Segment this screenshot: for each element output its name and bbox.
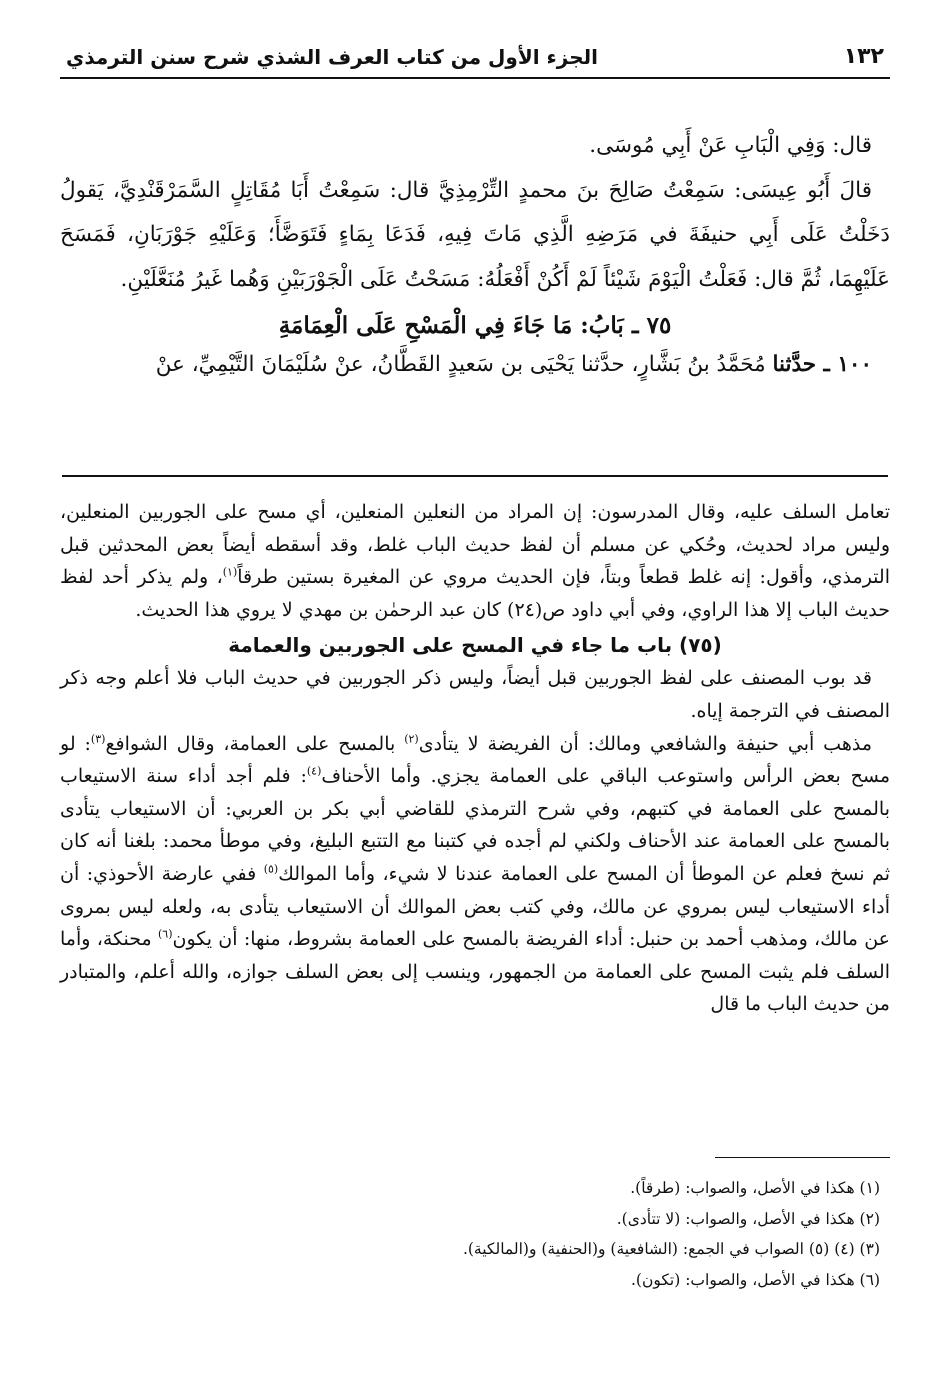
- p3-e: ففي عارضة الأحوذي: أن أداء الاستيعاب ليس بمروي عن مالك، وفي كتب بعض الموالك أن الاستيعاب يتأدى به، ولعله ليس بمروى عن مالك، ومذهب أحمد بن حنبل: أداء الفريضة بالمسح على العمامة بشروط، منها: أن يكون: [60, 862, 890, 951]
- footnote-rule: [715, 1157, 890, 1158]
- hadith-text: مُحَمَّدُ بنُ بَشَّارٍ، حدَّثنا يَحْيَى بن سَعيدٍ القَطَّانُ، عنْ سُلَيْمَانَ التَّيْمِيِّ، عنْ: [155, 352, 773, 377]
- commentary-bab-title: (٧٥) باب ما جاء في المسح على الجوربين والعمامة: [228, 633, 722, 658]
- running-header: [60, 44, 890, 79]
- para1-end: ، ولم يذكر أحد لفظ حديث الباب إلا هذا الراوي، وفي أبي داود ص(٢٤) كان عبد الرحمٰن بن مهدي لا يروي هذا الحديث.: [60, 566, 890, 621]
- hadith-number: ١٠٠ ـ حدَّثنا: [772, 352, 872, 377]
- commentary-section: [60, 496, 890, 1021]
- footnote-1: (١) هكذا في الأصل، والصواب: (طرقاً).: [630, 1179, 880, 1197]
- footnote-ref-3: (٣): [90, 732, 106, 746]
- p3-a: مذهب أبي حنيفة والشافعي ومالك: أن الفريضة لا يتأدى: [418, 732, 873, 755]
- footnote-3: (٣) (٤) (٥) الصواب في الجمع: (الشافعية) و(الحنفية) و(المالكية).: [462, 1240, 880, 1258]
- p3-d: : فلم أجد أداء سنة الاستيعاب بالمسح على العمامة في كتبهم، وفي شرح الترمذي للقاضي أبي بكر بن العربي: أن الاستيعاب يتأدى بالمسح على العمامة عند الأحناف ولكني لم أجده في كتبنا مع التتبع البليغ، وفي موطأ محمد: بلغنا أنه كان ثم نسخ فعلم عن الموطأ أن المسح على العمامة عندنا لا شيء، وأما الموالك: [60, 765, 891, 885]
- page-header: [60, 44, 890, 79]
- footnote-ref-2: (٢): [404, 732, 419, 746]
- p3-f: محنكة، وأما السلف فلم يثبت المسح على العمامة من الجمهور، وينسب إلى بعض السلف جوازه، والله أعلم، والمتبادر من حديث الباب ما قال: [60, 928, 890, 1016]
- footnote-4: (٦) هكذا في الأصل، والصواب: (تكون).: [631, 1270, 880, 1289]
- commentary-para-3: [60, 728, 890, 1021]
- commentary-para-1: [60, 496, 890, 626]
- running-title: الجزء الأول من كتاب العرف الشذي شرح سنن الترمذي: [66, 45, 598, 69]
- footnote-2: (٢) هكذا في الأصل، والصواب: (لا تتأدى).: [616, 1209, 880, 1228]
- footnote-ref-5: (٥): [263, 862, 279, 876]
- hadith-100: [60, 343, 890, 388]
- p3-c: : لو مسح بعض الرأس واستوعب الباقي على العمامة يجزي. وأما الأحناف: [60, 732, 891, 788]
- abu-isa-paragraph: قالَ أَبُو عِيسَى: سَمِعْتُ صَالِحَ بنَ محمدٍ التِّرْمِذِيَّ قال: سَمِعْتُ أَبَا مُقَاتِلٍ السَّمَرْقَنْدِيَّ، يَقولُ دَخَلْتُ عَلَى أَبِي حنيفَةَ في مَرَضِهِ الَّذِي مَاتَ فِيهِ، فَدَعَا بِمَاءٍ فَتَوَضَّأَ؛ وَعَلَيْهِ جَوْرَبَانِ، فَمَسَحَ عَلَيْهِمَا، ثُمَّ قال: فَعَلْتُ الْيَوْمَ شَيْئاً لَمْ أَكُنْ أَفْعَلُهُ: مَسَحْتُ عَلَى الْجَوْرَبَيْنِ وَهُما غَيرُ مُنَعَّلَيْنِ.: [60, 177, 890, 292]
- bab-title: ٧٥ ـ بَابُ: مَا جَاءَ فِي الْمَسْحِ عَلَى الْعِمَامَةِ: [278, 312, 672, 339]
- hadith-section: [60, 124, 890, 388]
- commentary-para-2: قد بوب المصنف على لفظ الجوربين قبل أيضاً، وليس ذكر الجوربين في حديث الباب فلا أعلم وجه ذكر المصنف في الترجمة إياه.: [60, 667, 890, 722]
- para1-text: تعامل السلف عليه، وقال المدرسون: إن المراد من النعلين المنعلين، أي مسح على الجوربين المنعلين، وليس مراد لحديث، وحُكي عن مسلم أن لفظ حديث الباب غلط، وقد أسقطه أيضاً بعض المحدثين قبل الترمذي، وأقول: إنه غلط قطعاً وبتاً، فإن الحديث مروي عن المغيرة بستين طرقاً: [60, 501, 890, 589]
- footnote-ref-4: (٤): [306, 764, 322, 778]
- divider-rule: [62, 475, 888, 477]
- page-number: ١٣٢: [843, 44, 884, 69]
- footnote-ref-6: (٦): [157, 927, 173, 941]
- footnote-ref-1: (١): [222, 565, 238, 579]
- footnotes: [60, 1173, 890, 1295]
- p3-b: بالمسح على العمامة، وقال الشوافع: [105, 732, 405, 755]
- qala-line: قال: وَفِي الْبَابِ عَنْ أَبِي مُوسَى.: [589, 133, 872, 158]
